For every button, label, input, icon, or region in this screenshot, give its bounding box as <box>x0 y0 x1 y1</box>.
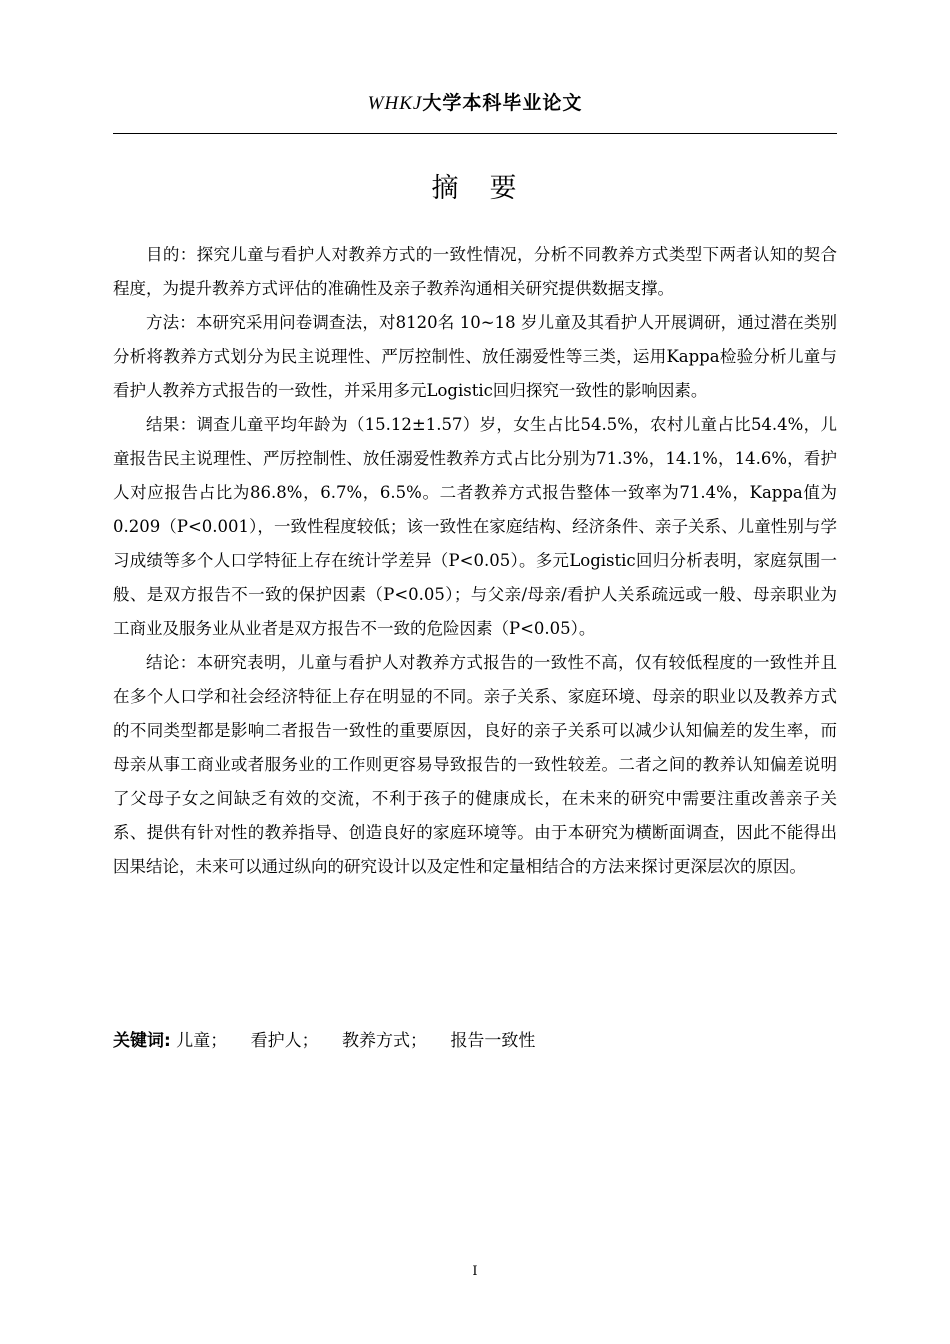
paragraph-conclusion: 结论：本研究表明，儿童与看护人对教养方式报告的一致性不高，仅有较低程度的一致性并且在多个人口学和社会经济特征上存在明显的不同。亲子关系、家庭环境、母亲的职业以及教养方式的不同类型都是影响二者报告一致性的重要原因，良好的亲子关系可以减少认知偏差的发生率，而母亲从事工商业或者服务业的工作则更容易导致报告的一致性较差。二者之间的教养认知偏差说明了父母子女之间缺乏有效的交流，不利于孩子的健康成长，在未来的研究中需要注重改善亲子关系、提供有针对性的教养指导、创造良好的家庭环境等。由于本研究为横断面调查，因此不能得出因果结论，未来可以通过纵向的研究设计以及定性和定量相结合的方法来探讨更深层次的原因。 <box>113 653 837 876</box>
header-text: 大学本科毕业论文 <box>422 92 583 114</box>
keyword-item: 儿童； <box>176 1031 228 1051</box>
keyword-item: 报告一致性 <box>450 1031 536 1051</box>
keyword-item: 看护人； <box>250 1031 319 1051</box>
paragraph-results: 结果：调查儿童平均年龄为（15.12±1.57）岁，女生占比54.5%，农村儿童占比54.4%，儿童报告民主说理性、严厉控制性、放任溺爱性教养方式占比分别为71.3%，14.1%，14.6%，看护人对应报告占比为86.8%，6.7%，6.5%。二者教养方式报告整体一致率为71.4%，Kappa值为0.209（P<0.001），一致性程度较低；该一致性在家庭结构、经济条件、亲子关系、儿童性别与学习成绩等多个人口学特征上存在统计学差异（P<0.05）。多元Logistic回归分析表明，家庭氛围一般、是双方报告不一致的保护因素（P<0.05）；与父亲/母亲/看护人关系疏远或一般、母亲职业为工商业及服务业从业者是双方报告不一致的危险因素（P<0.05）。 <box>113 415 837 638</box>
abstract-title: 摘 要 <box>431 173 519 204</box>
abstract-body <box>113 238 837 884</box>
header-rule <box>113 133 837 134</box>
running-header <box>113 88 837 115</box>
page-number: I <box>472 1264 478 1279</box>
paragraph-methods: 方法：本研究采用问卷调查法，对8120名 10~18 岁儿童及其看护人开展调研，通过潜在类别分析将教养方式划分为民主说理性、严厉控制性、放任溺爱性等三类，运用Kappa检验分析儿童与看护人教养方式报告的一致性，并采用多元Logistic回归探究一致性的影响因素。 <box>113 313 837 400</box>
header-brand: WHKJ <box>367 93 423 114</box>
paragraph-purpose: 目的：探究儿童与看护人对教养方式的一致性情况，分析不同教养方式类型下两者认知的契合程度，为提升教养方式评估的准确性及亲子教养沟通相关研究提供数据支撑。 <box>113 245 837 298</box>
keywords-label: 关键词: <box>113 1031 171 1051</box>
keyword-item: 教养方式； <box>342 1031 428 1051</box>
keywords-line <box>113 1024 837 1058</box>
